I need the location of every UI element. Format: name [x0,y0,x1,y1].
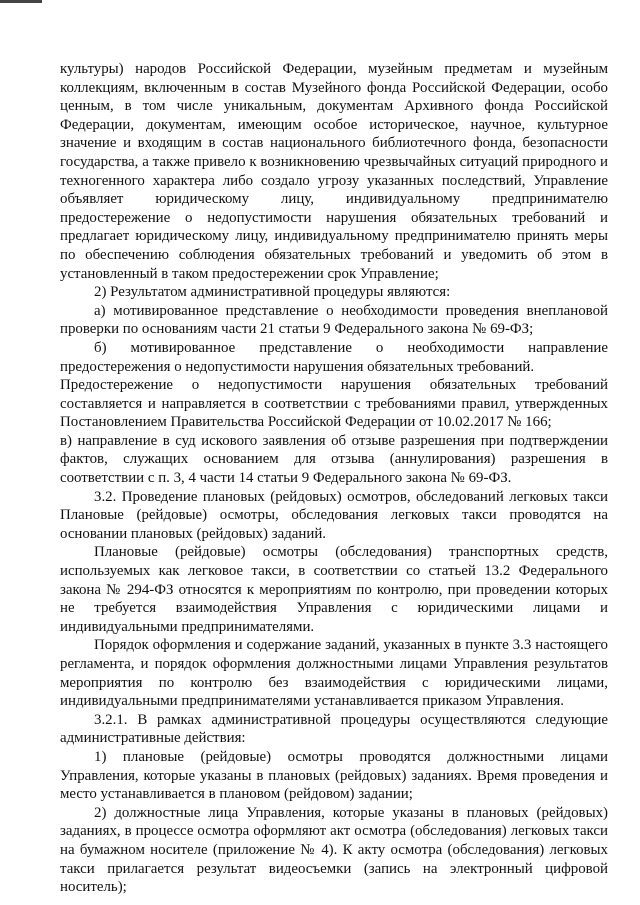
paragraph: Порядок оформления и содержание заданий, указанных в пункте 3.3 настоящего регламента, и порядок оформления должностными лицами Управления результатов мероприятия по контролю без взаимодействия с юридическими лицами, индивидуальными предпринимателями устанавливается приказом Управления. [60,637,608,710]
document-body [60,60,608,897]
paragraph: 2) должностные лица Управления, которые указаны в плановых (рейдовых) заданиях, в процессе осмотра оформляют акт осмотра (обследования) легковых такси на бумажном носителе (приложение № 4). К акту осмотра (обследования) легковых такси прилагается результат видеосъемки (запись на электронный цифровой носитель); [60,804,608,896]
paragraph: б) мотивированное представление о необходимости направление предостережения о недопустимости нарушения обязательных требований. [60,339,608,375]
paragraph: Предостережение о недопустимости нарушения обязательных требований составляется и направляется в соответствии с требованиями правил, утвержденных Постановлением Правительства Российской Федерации от 10.02.2017 № 166; [60,377,608,431]
paragraph: 2) Результатом административной процедуры являются: [94,284,451,301]
paragraph: а) мотивированное представление о необходимости проведения внеплановой проверки по основаниям части 21 статьи 9 Федерального закона № 69-ФЗ; [60,302,608,338]
paragraph: 3.2. Проведение плановых (рейдовых) осмотров, обследований легковых такси Плановые (рейдовые) осмотры, обследования легковых такси проводятся на основании плановых (рейдовых) заданий. [60,488,608,542]
paragraph: культуры) народов Российской Федерации, музейным предметам и музейным коллекциям, включенным в состав Музейного фонда Российской Федерации, особо ценным, в том числе уникальным, документам Архивного фонда Российской Федерации, документам, имеющим особое историческое, научное, культурное значение и входящим в состав национального библиотечного фонда, безопасности государства, а также привело к возникновению чрезвычайных ситуаций природного и техногенного характера либо создало угрозу указанных последствий, Управление объявляет юридическому лицу, индивидуальному предпринимателю предостережение о недопустимости нарушения обязательных требований и предлагает юридическому лицу, индивидуальному предпринимателю принять меры по обеспечению соблюдения обязательных требований и уведомить об этом в установленный в таком предостережении срок Управление; [60,61,608,282]
scan-edge-mark [0,0,42,3]
paragraph: в) направление в суд искового заявления об отзыве разрешения при подтверждении фактов, служащих основанием для отзыва (аннулирования) разрешения в соответствии с п. 3, 4 части 14 статьи 9 Федерального закона № 69-ФЗ. [60,432,608,487]
paragraph: 3.2.1. В рамках административной процедуры осуществляются следующие административные действия: [60,711,608,747]
paragraph: Плановые (рейдовые) осмотры (обследования) транспортных средств, используемых как легковое такси, в соответствии со статьей 13.2 Федерального закона № 294-ФЗ относятся к мероприятиям по контролю, при проведении которых не требуется взаимодействия Управления с юридическими лицами и индивидуальными предпринимателями. [60,544,608,635]
paragraph: 1) плановые (рейдовые) осмотры проводятся должностными лицами Управления, которые указаны в плановых (рейдовых) заданиях. Время проведения и место устанавливается в плановом (рейдовом) задании; [60,748,608,803]
